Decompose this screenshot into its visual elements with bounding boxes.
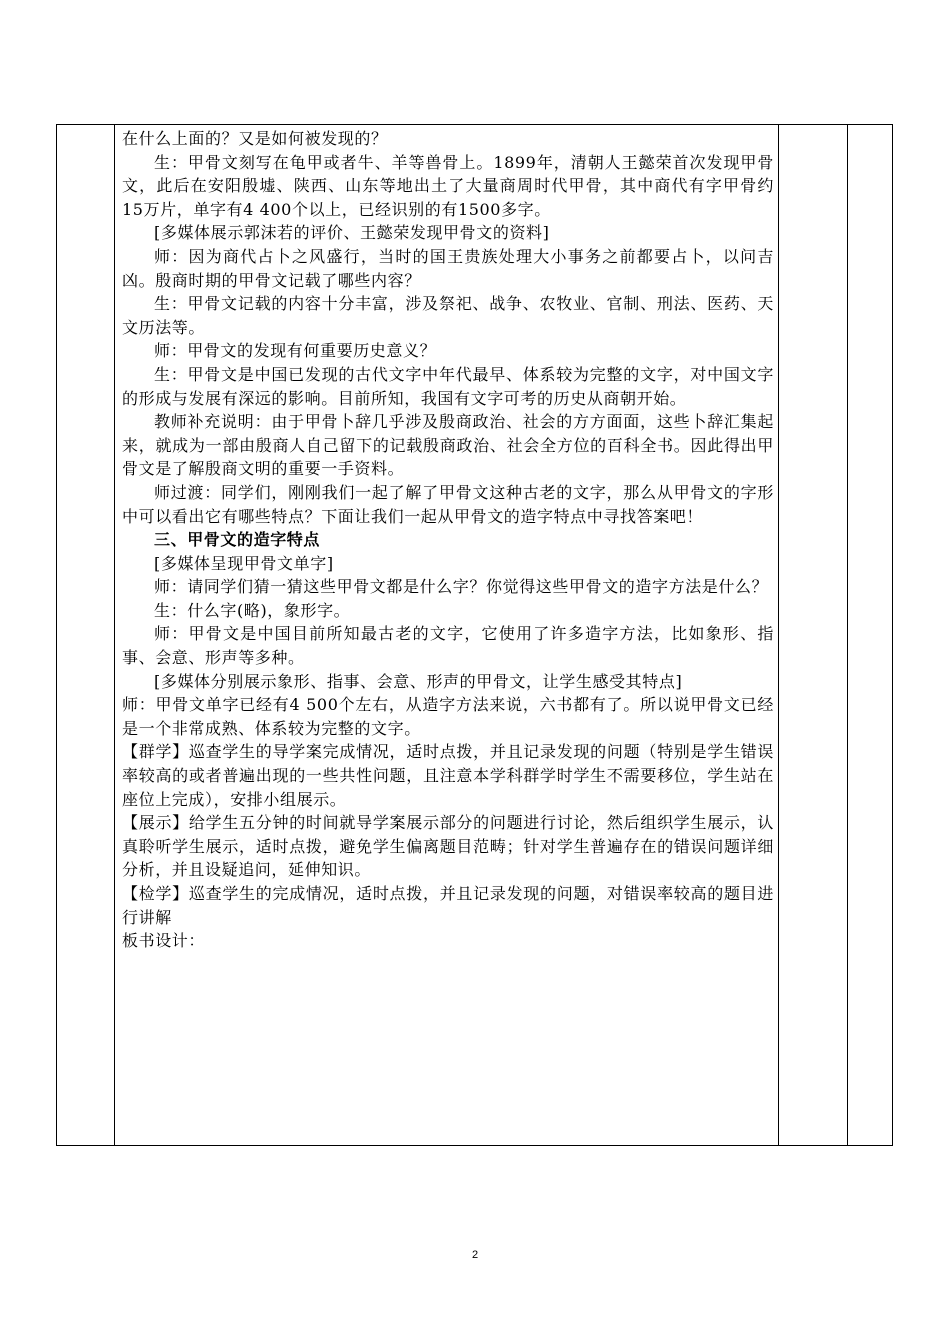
page-number: 2 xyxy=(471,1249,479,1261)
lesson-paragraph: 师：甲骨文单字已经有4 500个左右，从造字方法来说，六书都有了。所以说甲骨文已经是一个非常成熟、体系较为完整的文字。 xyxy=(122,695,774,738)
lesson-paragraph: [多媒体分别展示象形、指事、会意、形声的甲骨文，让学生感受其特点] xyxy=(154,671,683,691)
lesson-paragraph: [多媒体展示郭沫若的评价、王懿荣发现甲骨文的资料] xyxy=(154,223,550,243)
lesson-paragraph: 生：甲骨文是中国已发现的古代文字中年代最早、体系较为完整的文字，对中国文字的形成与发展有深远的影响。目前所知，我国有文字可考的历史从商朝开始。 xyxy=(122,364,774,408)
lesson-paragraph: 师：甲骨文的发现有何重要历史意义？ xyxy=(154,341,437,361)
lesson-paragraph: [多媒体呈现甲骨文单字] xyxy=(154,553,334,573)
lesson-content-cell xyxy=(122,127,774,953)
lesson-paragraph: 生：什么字(略)，象形字。 xyxy=(154,600,351,620)
column-divider xyxy=(847,125,848,1145)
lesson-paragraph: 【展示】给学生五分钟的时间就导学案展示部分的问题进行讨论，然后组织学生展示，认真聆听学生展示，适时点拨，避免学生偏离题目范畴；针对学生普遍存在的错误问题详细分析，并且设疑追问，延伸知识。 xyxy=(122,813,774,880)
lesson-paragraph: 师过渡：同学们，刚刚我们一起了解了甲骨文这种古老的文字，那么从甲骨文的字形中可以看出它有哪些特点？下面让我们一起从甲骨文的造字特点中寻找答案吧！ xyxy=(122,482,774,526)
column-divider xyxy=(114,125,115,1145)
section-heading: 三、甲骨文的造字特点 xyxy=(154,530,321,550)
lesson-paragraph: 板书设计： xyxy=(122,931,206,951)
lesson-paragraph: 师：甲骨文是中国目前所知最古老的文字，它使用了许多造字方法，比如象形、指事、会意、形声等多种。 xyxy=(122,624,774,668)
lesson-paragraph: 【群学】巡查学生的导学案完成情况，适时点拨，并且记录发现的问题（特别是学生错误率较高的或者普遍出现的一些共性问题，且注意本学科群学时学生不需要移位，学生站在座位上完成），安排小组展示。 xyxy=(122,742,774,809)
lesson-paragraph: 在什么上面的？又是如何被发现的？ xyxy=(122,129,388,148)
lesson-paragraph: 生：甲骨文记载的内容十分丰富，涉及祭祀、战争、农牧业、官制、刑法、医药、天文历法等。 xyxy=(122,294,774,337)
column-divider xyxy=(778,125,779,1145)
lesson-paragraph: 师：请同学们猜一猜这些甲骨文都是什么字？你觉得这些甲骨文的造字方法是什么？ xyxy=(154,577,769,597)
lesson-paragraph: 教师补充说明：由于甲骨卜辞几乎涉及殷商政治、社会的方方面面，这些卜辞汇集起来，就成为一部由殷商人自己留下的记载殷商政治、社会全方位的百科全书。因此得出甲骨文是了解殷商文明的重要一手资料。 xyxy=(122,412,774,479)
lesson-paragraph: 生：甲骨文刻写在龟甲或者牛、羊等兽骨上。1899年，清朝人王懿荣首次发现甲骨文，此后在安阳殷墟、陕西、山东等地出土了大量商周时代甲骨，其中商代有字甲骨约15万片，单字有4 400个以上，已经识别的有1500多字。 xyxy=(122,152,774,219)
lesson-paragraph: 【检学】巡查学生的完成情况，适时点拨，并且记录发现的问题，对错误率较高的题目进行讲解 xyxy=(122,884,774,927)
lesson-paragraph: 师：因为商代占卜之风盛行，当时的国王贵族处理大小事务之前都要占卜，以问吉凶。殷商时期的甲骨文记载了哪些内容？ xyxy=(122,246,774,290)
